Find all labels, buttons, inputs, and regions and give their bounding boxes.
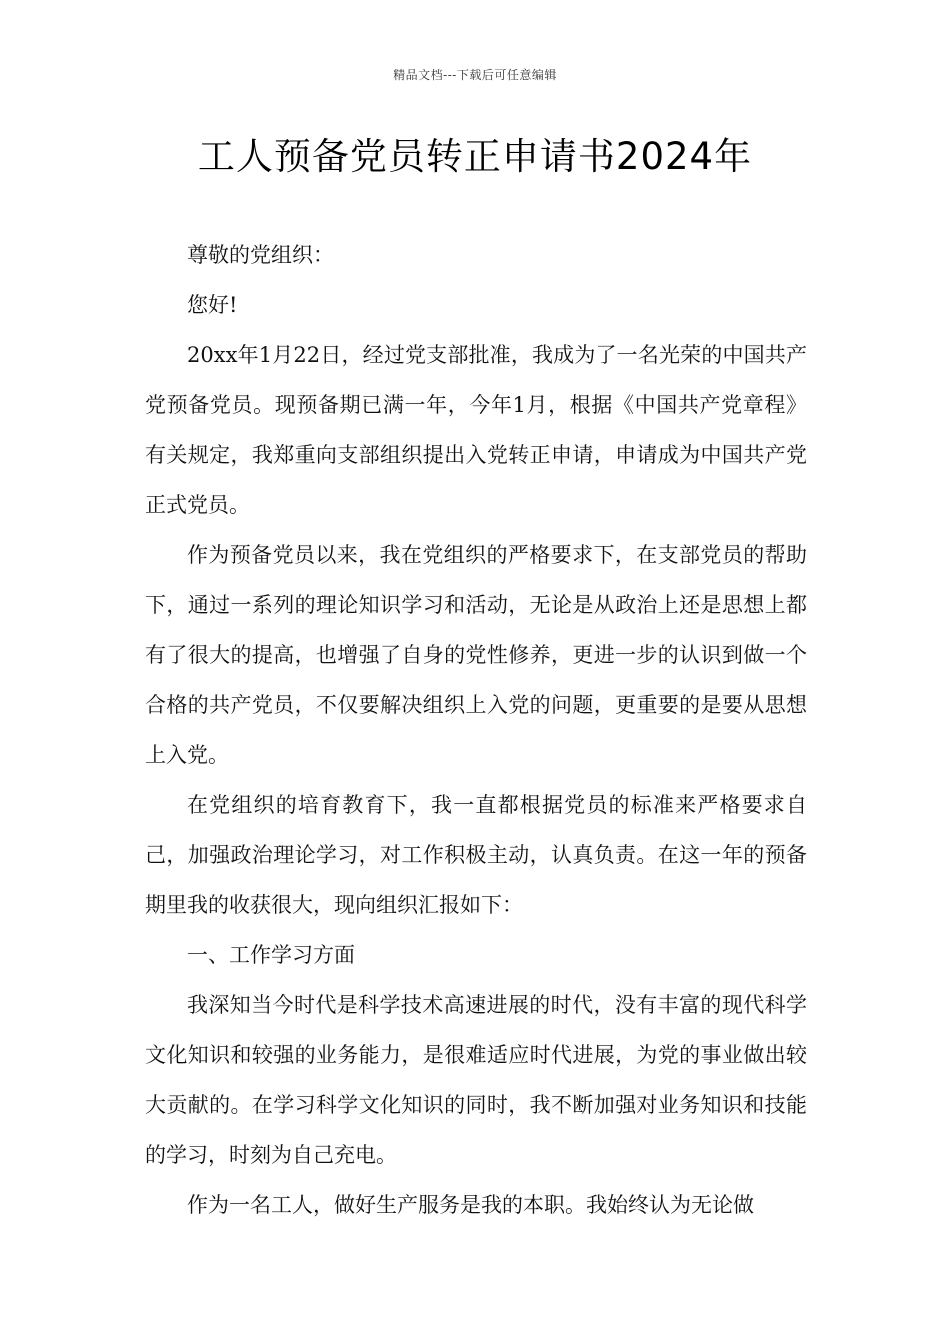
- document-title: 工人预备党员转正申请书2024年: [197, 135, 753, 178]
- document-body: [145, 230, 807, 1230]
- salutation: 尊敬的党组织：: [187, 243, 334, 267]
- paragraph-application: 20xx年1月22日，经过党支部批准，我成为了一名光荣的中国共产党预备党员。现预备期已满一年，今年1月，根据《中国共产党章程》有关规定，我郑重向支部组织提出入党转正申请，申请成为中国共产党正式党员。: [145, 343, 807, 517]
- paragraph-knowledge: 我深知当今时代是科学技术高速进展的时代，没有丰富的现代科学文化知识和较强的业务能力，是很难适应时代进展，为党的事业做出较大贡献的。在学习科学文化知识的同时，我不断加强对业务知识和技能的学习，时刻为自己充电。: [145, 993, 807, 1167]
- header-note: 精品文档---下载后可任意编辑: [393, 68, 557, 82]
- section-heading-work-study: 一、工作学习方面: [187, 943, 355, 967]
- greeting: 您好!: [187, 293, 238, 317]
- paragraph-duty: 作为一名工人，做好生产服务是我的本职。我始终认为无论做: [187, 1193, 754, 1217]
- paragraph-report-intro: 在党组织的培育教育下，我一直都根据党员的标准来严格要求自己，加强政治理论学习，对工作积极主动，认真负责。在这一年的预备期里我的收获很大，现向组织汇报如下：: [145, 793, 807, 917]
- paragraph-growth: 作为预备党员以来，我在党组织的严格要求下，在支部党员的帮助下，通过一系列的理论知识学习和活动，无论是从政治上还是思想上都有了很大的提高，也增强了自身的党性修养，更进一步的认识到做一个合格的共产党员，不仅要解决组织上入党的问题，更重要的是要从思想上入党。: [145, 543, 807, 767]
